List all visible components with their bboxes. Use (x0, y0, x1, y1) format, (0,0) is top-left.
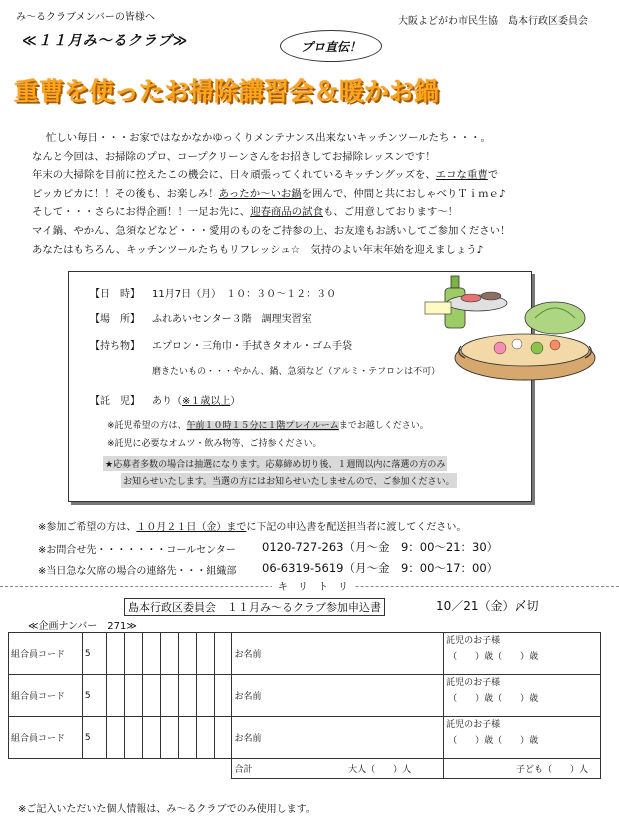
items-label: 【持ち物】 (90, 341, 140, 352)
hotpot-icon (455, 334, 595, 380)
member-code-prefix: 5 (82, 717, 106, 759)
children-count-field[interactable]: 子ども（ ）人 (444, 759, 601, 779)
member-code-digit[interactable] (178, 717, 196, 759)
member-code-digit[interactable] (196, 675, 214, 717)
member-code-digit[interactable] (142, 675, 160, 717)
member-code-digit[interactable] (214, 633, 232, 675)
items-value: エプロン・三角巾・手拭きタオル・ゴム手袋 (152, 341, 352, 352)
childcare-field[interactable]: 託児のお子様 （ ）歳（ ）歳 (444, 675, 601, 717)
speech-bubble: プロ直伝！ (280, 30, 382, 62)
member-code-prefix: 5 (82, 675, 106, 717)
member-code-prefix: 5 (82, 633, 106, 675)
contact-value: 0120-727-263（月〜金 9：00〜21：30） (262, 540, 499, 554)
member-code-digit[interactable] (160, 675, 178, 717)
childcare-field[interactable]: 託児のお子様 （ ）歳（ ）歳 (444, 717, 601, 759)
member-code-digit[interactable] (196, 717, 214, 759)
member-code-label: 組合員コード (9, 717, 83, 759)
subtitle: ≪１１月み〜るクラブ≫ (22, 33, 189, 49)
member-code-digit[interactable] (196, 633, 214, 675)
contact-label: ※お問合せ先・・・・・・・コールセンター (38, 545, 236, 556)
date-label: 【日 時】 (90, 289, 140, 300)
name-field[interactable]: お名前 (232, 717, 444, 759)
tofu-icon (425, 302, 451, 314)
absence-label: ※当日急な欠席の場合の連絡先・・・組織部 (38, 566, 237, 577)
childcare-value: あり（※１歳以上） (152, 396, 241, 407)
member-code-digit[interactable] (106, 717, 124, 759)
privacy-note: ※ご記入いただいた個人情報は、み〜るクラブでのみ使用します。 (18, 804, 316, 815)
cabbage-icon (525, 302, 585, 334)
member-code-digit[interactable] (178, 633, 196, 675)
member-code-digit[interactable] (178, 675, 196, 717)
member-code-digit[interactable] (124, 675, 142, 717)
childcare-note-2: ※託児に必要なオムツ・飲み物等、ご持参ください。 (107, 439, 322, 449)
form-row (9, 675, 601, 717)
form-deadline: 10／21（金）〆切 (436, 599, 539, 613)
absence-value: 06-6319-5619（月〜金 9：00〜17：00） (262, 561, 499, 575)
apply-instruction: ※参加ご希望の方は、１０月２１日（金）までに下記の申込書を配送担当者に渡してください。 (38, 522, 467, 533)
member-code-digit[interactable] (214, 717, 232, 759)
member-code-label: 組合員コード (9, 675, 83, 717)
childcare-label: 【託 児】 (90, 396, 140, 407)
plan-number: ≪企画ナンバー 271≫ (28, 621, 137, 632)
form-row (9, 633, 601, 675)
member-code-digit[interactable] (160, 717, 178, 759)
date-value: 11月7日（月） １０：３０〜１２：３０ (152, 289, 337, 300)
place-value: ふれあいセンター３階 調理実習室 (152, 314, 312, 325)
lottery-note-1: ★応募者多数の場合は抽選になります。応募締め切り後、１週間以内に落選の方のみ (103, 456, 447, 471)
form-row (9, 717, 601, 759)
member-code-digit[interactable] (214, 675, 232, 717)
cut-line-label: キ リ ト リ (272, 578, 354, 593)
member-code-digit[interactable] (124, 633, 142, 675)
name-field[interactable]: お名前 (232, 675, 444, 717)
member-code-digit[interactable] (142, 633, 160, 675)
place-label: 【場 所】 (90, 314, 140, 325)
member-code-digit[interactable] (124, 717, 142, 759)
member-code-digit[interactable] (106, 675, 124, 717)
hotpot-illustration (405, 258, 605, 398)
member-code-digit[interactable] (142, 717, 160, 759)
application-form-table (8, 632, 601, 779)
total-row (9, 759, 601, 779)
member-code-digit[interactable] (106, 633, 124, 675)
childcare-field[interactable]: 託児のお子様 （ ）歳（ ）歳 (444, 633, 601, 675)
issuer: 大阪よどがわ市民生協 島本行政区委員会 (398, 16, 588, 27)
page-title: 重曹を使ったお掃除講習会＆暖かお鍋 (14, 77, 440, 106)
adults-count-field[interactable]: 合計 大人（ ）人 (232, 759, 444, 779)
lottery-note-2: お知らせいたします。当選の方にはお知らせいたしませんので、ご参加ください。 (121, 473, 457, 488)
member-code-digit[interactable] (160, 633, 178, 675)
member-code-label: 組合員コード (9, 633, 83, 675)
form-heading: 島本行政区委員会 １１月み〜るクラブ参加申込書 (124, 598, 385, 616)
intro-paragraph: 忙しい毎日・・・お家ではなかなかゆっくりメンテナンス出来ないキッチンツールたち・・・。 なんと今回は、お掃除のプロ、コープクリーンさんをお招きしてお掃除レッスンです！ 年末の大掃除を目前に控えたこの機会に、日々頑張ってくれているキッチングッズを、エコな重曹で ピッカピカに！！その後も、お楽しみ！あったか〜いお鍋を囲んで、仲間と共におしゃべりＴｉｍｅ♪ そして・・・さらにお得企画！！一足お先に、迎春商品の試食も、ご用意しております〜！ マイ鍋、やかん、急須などなど・・・愛用のものをご持参の上、お友達もお誘いしてご参加ください！ あなたはもちろん、キッチンツールたちもリフレッシュ☆ 気持のよい年末年始を迎えましょう♪ (32, 132, 511, 256)
childcare-note-1: ※託児希望の方は、午前１０時１５分に１階プレイルームまでお越しください。 (107, 421, 429, 431)
greeting: み〜るクラブメンバーの皆様へ (16, 12, 155, 23)
name-field[interactable]: お名前 (232, 633, 444, 675)
items-value-2: 磨きたいもの・・・やかん、鍋、急須など（アルミ・テフロンは不可） (152, 367, 441, 377)
